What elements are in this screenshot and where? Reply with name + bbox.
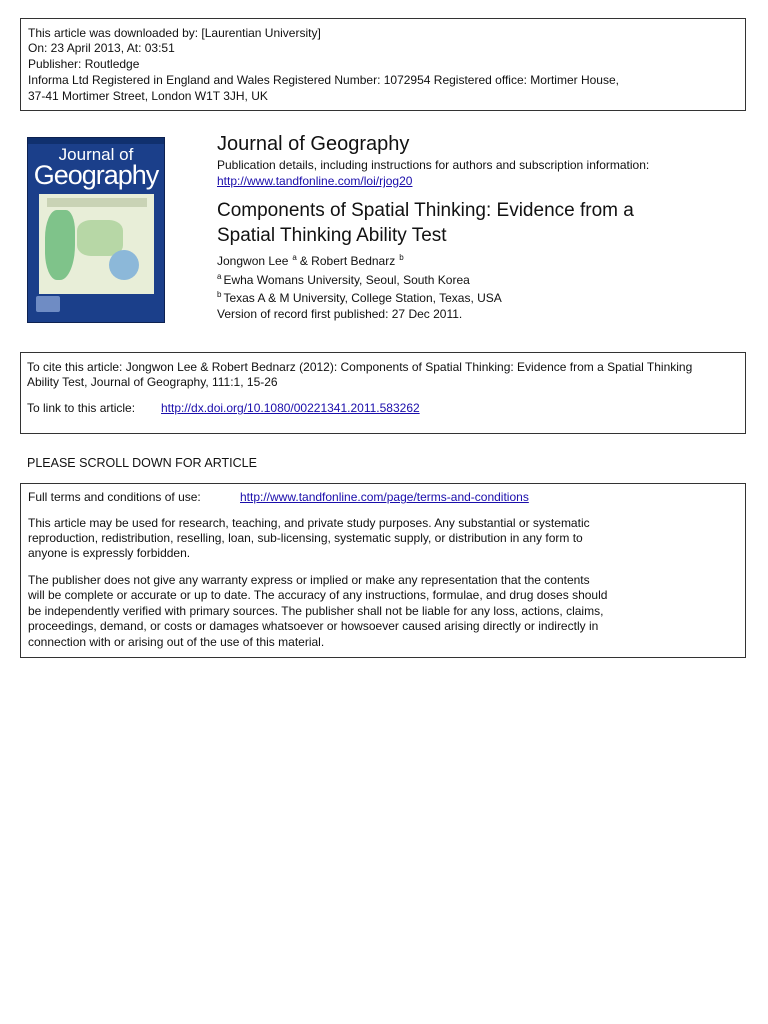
cover-top-band xyxy=(28,138,164,144)
download-line: Publisher: Routledge xyxy=(28,57,140,71)
disclaimer-line: will be complete or accurate or up to date. The accuracy of any instructions, formulae, and drug doses should xyxy=(28,588,608,602)
download-line: 37-41 Mortimer Street, London W1T 3JH, UK xyxy=(28,89,268,103)
citation-text-continued: Ability Test, Journal of Geography, 111:1, 15-26 xyxy=(27,375,278,389)
cover-title-line2: Geography xyxy=(33,160,159,190)
journal-title: Journal of Geography xyxy=(217,133,410,155)
affiliation-mark: b xyxy=(217,290,222,299)
affiliation-mark: a xyxy=(217,272,222,281)
terms-box xyxy=(20,483,746,658)
terms-paragraph-line: This article may be used for research, teaching, and private study purposes. Any substantial or systematic xyxy=(28,516,590,530)
author-affiliation-mark: a xyxy=(292,253,297,262)
disclaimer-line: be independently verified with primary sources. The publisher shall not be liable for any loss, actions, claims, xyxy=(28,604,604,618)
citation-text: To cite this article: Jongwon Lee & Robert Bednarz (2012): Components of Spatial Thinking: Evidence from a Spatial Thinking xyxy=(27,360,693,374)
download-line: This article was downloaded by: [Laurentian University] xyxy=(28,26,321,40)
affiliation-a xyxy=(217,273,470,288)
article-title: Components of Spatial Thinking: Evidence from a xyxy=(217,200,634,221)
journal-cover-image xyxy=(27,137,165,323)
affiliation-text: Texas A & M University, College Station, Texas, USA xyxy=(223,291,502,305)
terms-paragraph-line: reproduction, redistribution, reselling, loan, sub-licensing, systematic supply, or distribution in any form to xyxy=(28,531,583,545)
terms-label: Full terms and conditions of use: xyxy=(28,490,201,504)
disclaimer-line: The publisher does not give any warranty express or implied or make any representation that the contents xyxy=(28,573,590,587)
cover-publisher-logo xyxy=(36,296,60,312)
citation-box xyxy=(20,352,746,434)
cover-map-illustration xyxy=(39,194,154,294)
author-name: & Robert Bednarz xyxy=(299,254,396,268)
affiliation-text: Ewha Womans University, Seoul, South Korea xyxy=(223,273,470,287)
download-notice-box xyxy=(20,18,746,111)
author-affiliation-mark: b xyxy=(399,253,404,262)
publication-details: Publication details, including instructions for authors and subscription information: xyxy=(217,158,650,172)
authors xyxy=(217,254,407,269)
disclaimer-line: connection with or arising out of the use of this material. xyxy=(28,635,325,649)
link-label: To link to this article: xyxy=(27,401,136,415)
terms-link[interactable]: http://www.tandfonline.com/page/terms-and-conditions xyxy=(240,490,529,504)
version-of-record: Version of record first published: 27 Dec 2011. xyxy=(217,307,463,321)
download-line: Informa Ltd Registered in England and Wales Registered Number: 1072954 Registered office: Mortimer House, xyxy=(28,73,619,87)
scroll-down-notice: PLEASE SCROLL DOWN FOR ARTICLE xyxy=(27,456,257,470)
doi-link[interactable]: http://dx.doi.org/10.1080/00221341.2011.583262 xyxy=(161,401,420,415)
disclaimer-line: proceedings, demand, or costs or damages whatsoever or howsoever caused arising directly or indirectly in xyxy=(28,619,599,633)
download-line: On: 23 April 2013, At: 03:51 xyxy=(28,41,175,55)
journal-url-link[interactable]: http://www.tandfonline.com/loi/rjog20 xyxy=(217,174,413,188)
article-title-continued: Spatial Thinking Ability Test xyxy=(217,225,447,246)
cover-title-line1: Journal of xyxy=(58,145,134,164)
affiliation-b xyxy=(217,291,502,306)
author-name: Jongwon Lee xyxy=(217,254,289,268)
terms-paragraph-line: anyone is expressly forbidden. xyxy=(28,546,191,560)
